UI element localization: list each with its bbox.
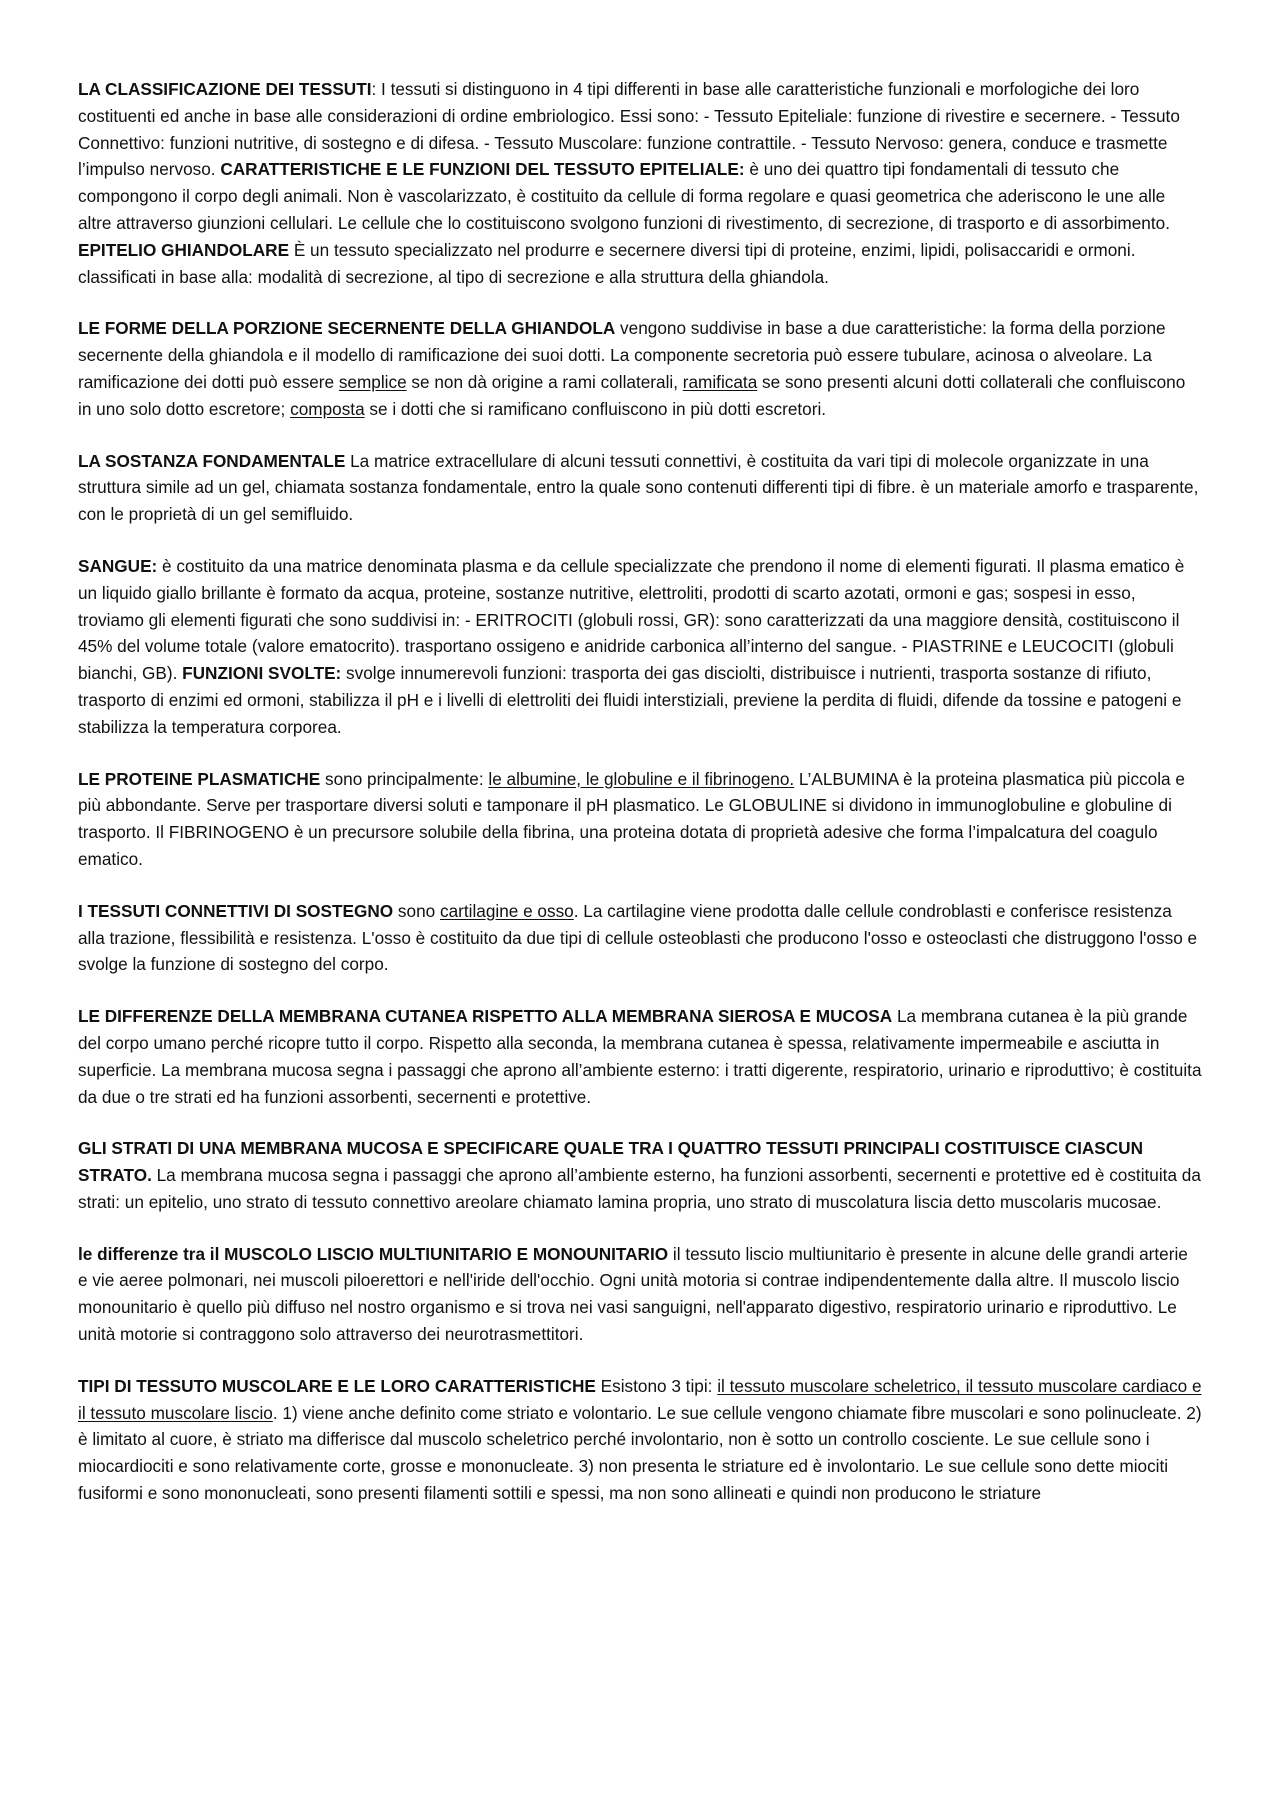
body-text: se non dà origine a rami collaterali, [406, 371, 683, 392]
bold-heading: LE PROTEINE PLASMATICHE [78, 768, 321, 789]
body-text: svolge innumerevoli funzioni: trasporta dei gas disciolti, distribuisce i nutrienti, trasporta sostanze di rifiuto, trasporto di enzimi ed ormoni, stabilizza il pH e i livelli di elettroliti dei fluidi interstiziali, previene la perdita di fluidi, difende da tossine e patogeni e stabilizza la temperatura corporea. [78, 663, 1182, 737]
body-text: è uno dei quattro tipi fondamentali di tessuto che compongono il corpo degli animali. Non è vascolarizzato, è costituito da cellule di forma regolare e quasi geometrica che aderiscono le une alle altre attraverso giunzioni cellulari. Le cellule che lo costituiscono svolgono funzioni di rivestimento, di secrezione, di trasporto e di assorbimento. [78, 159, 1170, 233]
bold-heading: EPITELIO GHIANDOLARE [78, 239, 290, 260]
paragraph-muscolo-liscio [78, 1241, 1202, 1348]
body-text: è costituito da una matrice denominata plasma e da cellule specializzate che prendono il nome di elementi figurati. Il plasma ematico è un liquido giallo brillante è formato da acqua, proteine, sostanze nutritive, elettroliti, prodotti di scarto azotati, ormoni e gas; sospesi in esso, troviamo gli elementi figurati che sono suddivisi in: - ERITROCITI (globuli rossi, GR): sono caratterizzati da una maggiore densità, costituiscono il 45% del volume totale (valore ematocrito). trasportano ossigeno e anidride carbonica all’interno del sangue. - PIASTRINE e LEUCOCITI (globuli bianchi, GB). [78, 555, 1185, 684]
paragraph-membrana-cutanea [78, 1003, 1202, 1110]
paragraph-connettivi-sostegno [78, 898, 1202, 978]
body-text: sono principalmente: [320, 768, 489, 789]
body-text: se i dotti che si ramificano confluiscono in più dotti escretori. [364, 398, 827, 419]
body-text: La membrana mucosa segna i passaggi che aprono all’ambiente esterno, ha funzioni assorbenti, secernenti e protettive ed è costituita da strati: un epitelio, uno strato di tessuto connettivo areolare chiamato lamina propria, uno strato di muscolatura liscia detto muscolaris mucosae. [78, 1165, 1201, 1212]
paragraph-proteine-plasmatiche [78, 766, 1202, 873]
bold-heading: TIPI DI TESSUTO MUSCOLARE E LE LORO CARATTERISTICHE [78, 1375, 596, 1396]
paragraph-sostanza-fondamentale [78, 448, 1202, 528]
bold-heading: CARATTERISTICHE E LE FUNZIONI DEL TESSUTO EPITELIALE: [220, 159, 745, 180]
underlined-text: le albumine, le globuline e il fibrinogeno. [488, 768, 795, 789]
underlined-text: semplice [338, 371, 407, 392]
bold-heading: LE DIFFERENZE DELLA MEMBRANA CUTANEA RISPETTO ALLA MEMBRANA SIEROSA E MUCOSA [78, 1006, 893, 1027]
body-text: : I tessuti si distinguono in 4 tipi differenti in base alle caratteristiche funzionali e morfologiche dei loro costituenti ed anche in base alle considerazioni di ordine embriologico. Essi sono: - Tessuto Epiteliale: funzione di rivestire e secernere. - Tessuto Connettivo: funzioni nutritive, di sostegno e di difesa. - Tessuto Muscolare: funzione contrattile. - Tessuto Nervoso: genera, conduce e trasmette l’impulso nervoso. [78, 79, 1180, 180]
body-text: Esistono 3 tipi: [595, 1375, 718, 1396]
body-text: La membrana cutanea è la più grande del corpo umano perché ricopre tutto il corpo. Rispetto alla seconda, la membrana cutanea è spessa, relativamente impermeabile e asciutta in superficie. La membrana mucosa segna i passaggi che aprono all’ambiente esterno: i tratti digerente, respiratorio, urinario e riproduttivo; è costituita da due o tre strati ed ha funzioni assorbenti, secernenti e protettive. [78, 1006, 1202, 1107]
body-text: È un tessuto specializzato nel produrre e secernere diversi tipi di proteine, enzimi, lipidi, polisaccaridi e ormoni. classificati in base alla: modalità di secrezione, al tipo di secrezione e alla struttura della ghiandola. [78, 239, 1136, 287]
paragraph-strati-membrana-mucosa [78, 1135, 1202, 1215]
underlined-text: composta [290, 398, 365, 419]
paragraph-classificazione-tessuti [78, 76, 1202, 290]
paragraph-tipi-tessuto-muscolare [78, 1373, 1202, 1507]
underlined-text: cartilagine e osso [439, 900, 574, 921]
underlined-text: il tessuto muscolare scheletrico, il tessuto muscolare cardiaco e il tessuto muscolare liscio [78, 1375, 1202, 1423]
underlined-text: ramificata [682, 371, 758, 392]
bold-heading: FUNZIONI SVOLTE: [182, 663, 342, 684]
bold-heading: le differenze tra il MUSCOLO LISCIO MULTIUNITARIO E MONOUNITARIO [78, 1243, 669, 1264]
paragraph-sangue [78, 553, 1202, 741]
body-text: L’ALBUMINA è la proteina plasmatica più piccola e più abbondante. Serve per trasportare diversi soluti e tamponare il pH plasmatico. Le GLOBULINE si dividono in immunoglobuline e globuline di trasporto. Il FIBRINOGENO è un precursore solubile della fibrina, una proteina dotata di proprietà adesive che forma l’impalcatura del coagulo ematico. [78, 768, 1185, 869]
body-text: se sono presenti alcuni dotti collaterali che confluiscono in uno solo dotto escretore; [78, 371, 1186, 419]
bold-heading: I TESSUTI CONNETTIVI DI SOSTEGNO [78, 900, 394, 921]
bold-heading: SANGUE: [78, 555, 158, 576]
body-text: . 1) viene anche definito come striato e volontario. Le sue cellule vengono chiamate fibre muscolari e sono polinucleate. 2) è limitato al cuore, è striato ma differisce dal muscolo scheletrico perché involontario, non è sotto un controllo cosciente. Le sue cellule sono i miocardiociti e sono relativamente corte, grosse e mononucleate. 3) non presenta le striature ed è involontario. Le sue cellule sono dette miociti fusiformi e sono mononucleati, sono presenti filamenti sottili e spessi, ma non sono allineati e quindi non producono le striature [78, 1402, 1202, 1504]
body-text: . La cartilagine viene prodotta dalle cellule condroblasti e conferisce resistenza alla trazione, flessibilità e resistenza. L'osso è costituito da due tipi di cellule osteoblasti che producono l'osso e osteoclasti che distruggono l'osso e svolge la funzione di sostegno del corpo. [78, 900, 1198, 975]
body-text: La matrice extracellulare di alcuni tessuti connettivi, è costituita da vari tipi di molecole organizzate in una struttura simile ad un gel, chiamata sostanza fondamentale, entro la quale sono contenuti differenti tipi di fibre. è un materiale amorfo e trasparente, con le proprietà di un gel semifluido. [78, 450, 1199, 525]
body-text: il tessuto liscio multiunitario è presente in alcune delle grandi arterie e vie aeree polmonari, nei muscoli piloerettori e nell'iride dell'occhio. Ogni unità motoria si contrae indipendentemente dalla altre. Il muscolo liscio monounitario è quello più diffuso nel nostro organismo e si trova nei vasi sanguigni, nell'apparato digestivo, respiratorio urinario e riproduttivo. Le unità motorie si contraggono solo attraverso dei neurotrasmettitori. [78, 1243, 1188, 1345]
bold-heading: GLI STRATI DI UNA MEMBRANA MUCOSA E SPECIFICARE QUALE TRA I QUATTRO TESSUTI PRINCIPALI COSTITUISCE CIASCUN STRATO. [78, 1138, 1143, 1186]
body-text: sono [393, 900, 440, 921]
bold-heading: LA SOSTANZA FONDAMENTALE [78, 450, 346, 471]
bold-heading: LA CLASSIFICAZIONE DEI TESSUTI [78, 79, 372, 99]
body-text: vengono suddivise in base a due caratteristiche: la forma della porzione secernente della ghiandola e il modello di ramificazione dei suoi dotti. La componente secretoria può essere tubulare, acinosa o alveolare. La ramificazione dei dotti può essere [78, 318, 1166, 392]
bold-heading: LE FORME DELLA PORZIONE SECERNENTE DELLA GHIANDOLA [78, 318, 616, 339]
paragraph-forme-porzione-secernente [78, 315, 1202, 422]
